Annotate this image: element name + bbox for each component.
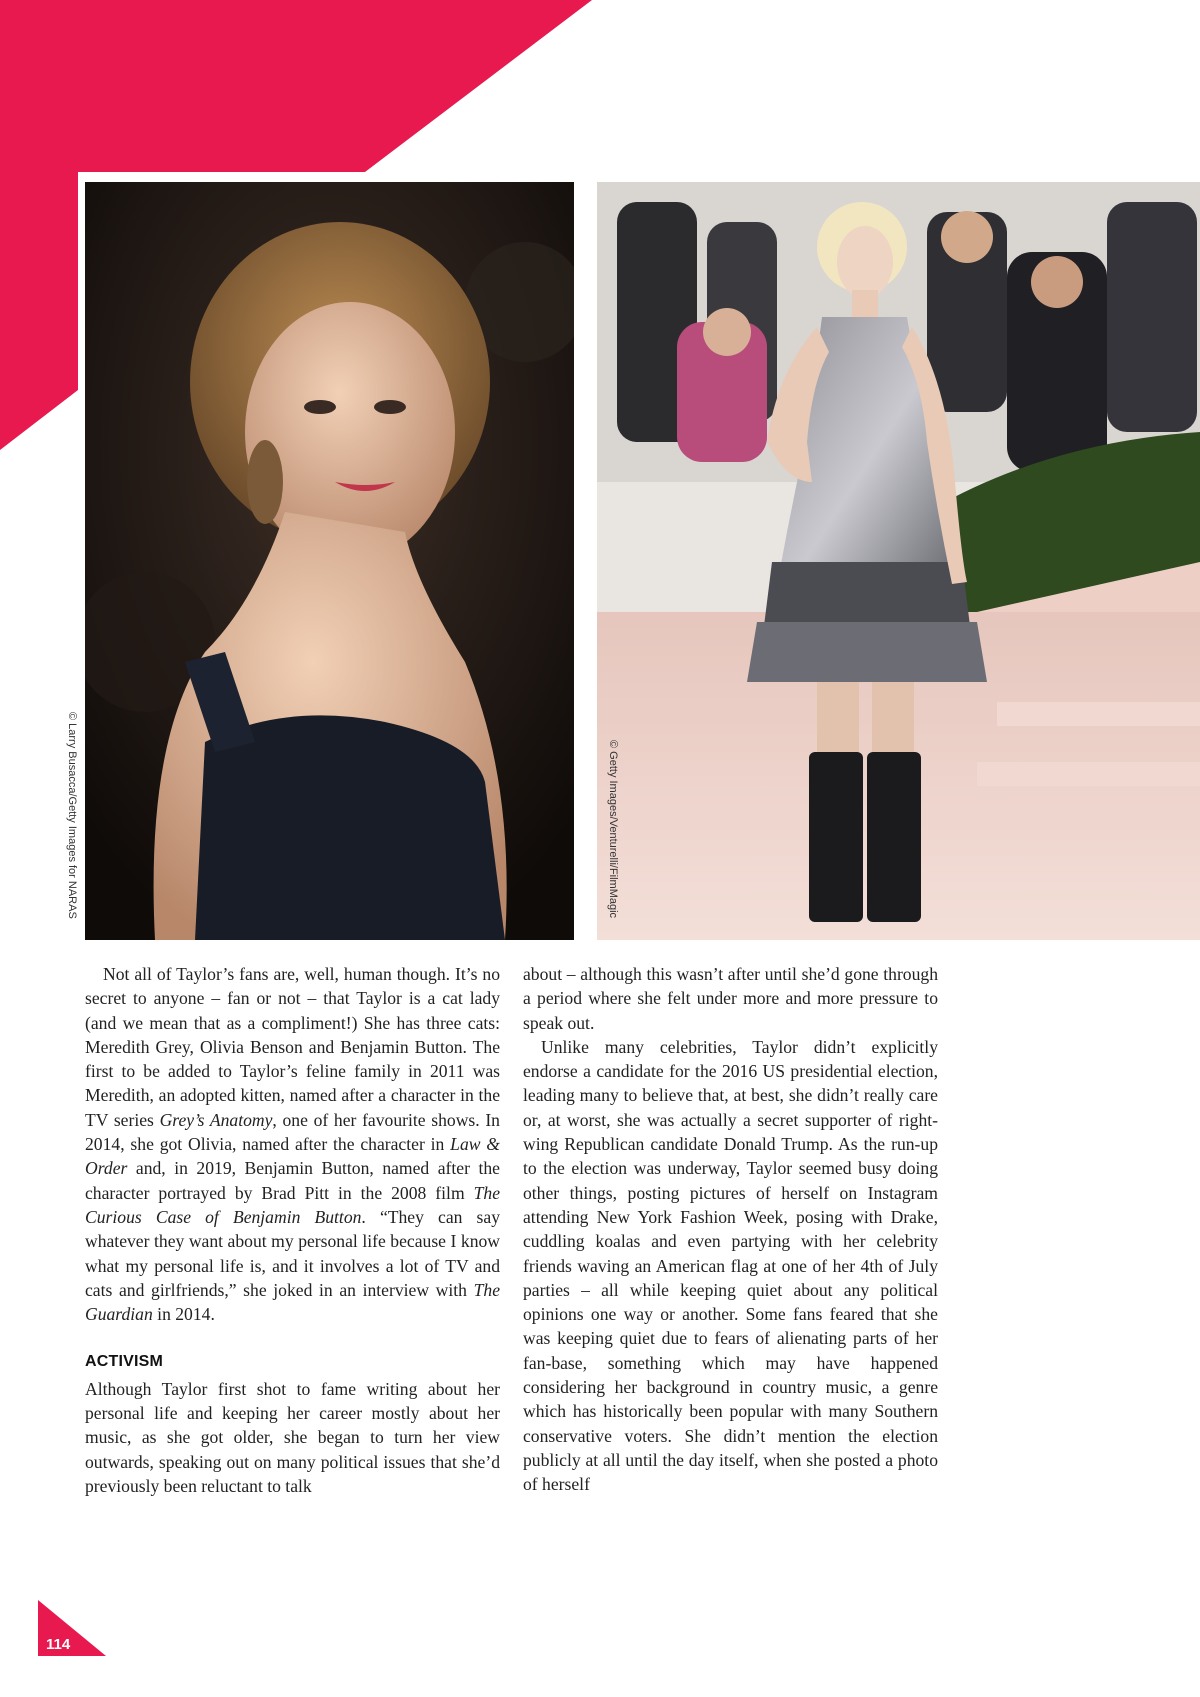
red-carpet-photo	[597, 182, 1200, 940]
article-column-2	[523, 962, 938, 1497]
body-paragraph-4: Unlike many celebrities, Taylor didn’t explicitly endorse a candidate for the 2016 US presidential election, leading many to believe that, at best, she didn’t really care or, at worst, she was actually a secret supporter of right-wing Republican candidate Donald Trump. As the run-up to the election was underway, Taylor seemed busy doing other things, posting pictures of herself on Instagram attending New York Fashion Week, posing with Drake, cuddling koalas and even partying with her celebrity friends waving an American flag at one of her 4th of July parties – all while keeping quiet about any political opinions one way or another. Some fans feared that she was keeping quiet due to fears of alienating parts of her fan-base, something which may have happened considering her background in country music, a genre which has historically been popular with many Southern conservative voters. She didn’t mention the election publicly at all until the day itself, when she posted a photo of herself	[523, 1036, 938, 1495]
body-paragraph-2: Although Taylor first shot to fame writing about her personal life and keeping her career mostly about her music, as she got older, she began to turn her view outwards, speaking out on many political issues that she’d previously been reluctant to talk	[85, 1378, 500, 1496]
body-paragraph-3: about – although this wasn’t after until she’d gone through a period where she felt under more and more pressure to speak out.	[523, 964, 938, 1033]
photo-credit-left: © Larry Busacca/Getty Images for NARAS	[66, 712, 78, 919]
page-number: 114	[46, 1636, 71, 1653]
article-column-1	[85, 962, 500, 1498]
body-paragraph-1: Not all of Taylor’s fans are, well, human though. It’s no secret to anyone – fan or not – that Taylor is a cat lady (and we mean that as a compliment!) She has three cats: Meredith Grey, Olivia Benson and Benjamin Button. The first to be added to Taylor’s feline family in 2011 was Meredith, an adopted kitten, named after a character in the TV series Grey’s Anatomy, one of her favourite shows. In 2014, she got Olivia, named after the character in Law & Order and, in 2019, Benjamin Button, named after the character portrayed by Brad Pitt in the 2008 film The Curious Case of Benjamin Button. “They can say whatever they want about my personal life because I know what my personal life is, and it involves a lot of TV and cats and girlfriends,” she joked in an interview with The Guardian in 2014.	[85, 964, 501, 1325]
section-heading-activism: ACTIVISM	[85, 1353, 164, 1371]
photo-credit-right: © Getty Images/Venturelli/FilmMagic	[607, 740, 619, 919]
portrait-photo	[85, 182, 574, 940]
